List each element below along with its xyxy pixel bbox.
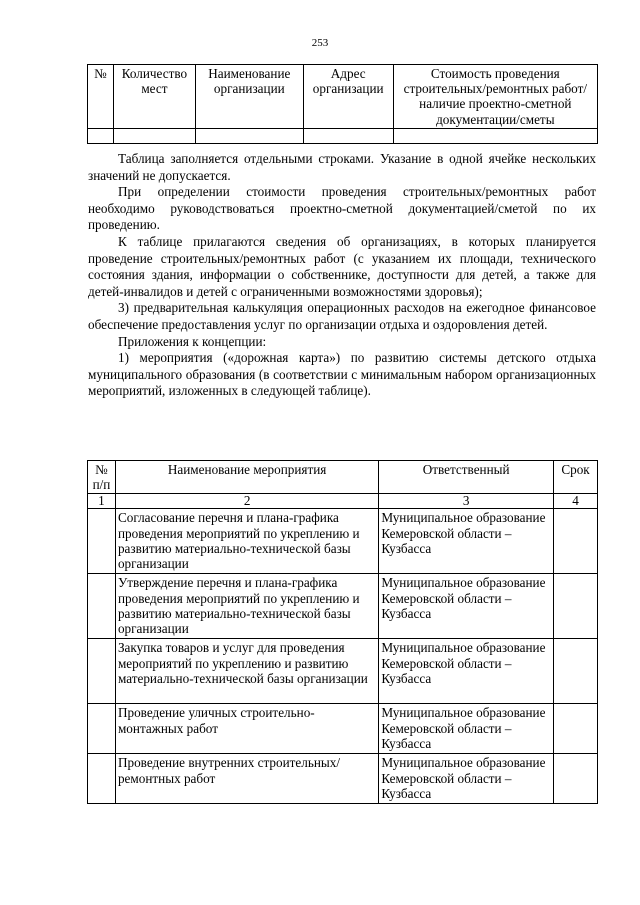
table-cell (195, 128, 303, 143)
responsible: Муниципальное образование Кемеровской области – Кузбасса (379, 704, 554, 754)
header-org-address: Адрес организации (303, 65, 393, 129)
term (554, 509, 598, 574)
responsible: Муниципальное образование Кемеровской области – Кузбасса (379, 574, 554, 639)
header-responsible: Ответственный (379, 461, 554, 494)
event-name: Согласование перечня и плана-графика проведения мероприятий по укреплению и развитию материально-технической базы организации (115, 509, 378, 574)
table-row (88, 128, 598, 143)
header-places: Количество мест (113, 65, 195, 129)
table-row (88, 509, 598, 574)
body-text (88, 151, 596, 400)
event-name: Проведение уличных строительно-монтажных работ (115, 704, 378, 754)
header-cost: Стоимость проведения строительных/ремонтных работ/наличие проектно-сметной документации/сметы (393, 65, 597, 129)
column-index: 3 (379, 494, 554, 509)
table-cell (113, 128, 195, 143)
column-index: 2 (115, 494, 378, 509)
header-event-name: Наименование мероприятия (115, 461, 378, 494)
event-name: Закупка товаров и услуг для проведения мероприятий по укреплению и развитию материально-технической базы организации (115, 639, 378, 704)
header-term: Срок (554, 461, 598, 494)
term (554, 639, 598, 704)
table-cell (303, 128, 393, 143)
page-number: 253 (311, 37, 329, 49)
event-name: Проведение внутренних строительных/ремонтных работ (115, 754, 378, 804)
row-number (88, 574, 116, 639)
table-cell (393, 128, 597, 143)
paragraph: Таблица заполняется отдельными строками. Указание в одной ячейке нескольких значений не допускается. (88, 151, 596, 183)
header-number: № п/п (88, 461, 116, 494)
table-row (88, 639, 598, 704)
column-index: 1 (88, 494, 116, 509)
paragraph: 3) предварительная калькуляция операционных расходов на ежегодное финансовое обеспечение предоставления услуг по организации отдыха и оздоровления детей. (88, 300, 596, 332)
paragraph: При определении стоимости проведения строительных/ремонтных работ необходимо руководствоваться проектно-сметной документацией/сметой по их проведению. (88, 184, 596, 233)
table-header-row (88, 461, 598, 494)
table-row (88, 574, 598, 639)
header-org-name: Наименование организации (195, 65, 303, 129)
table-row (88, 704, 598, 754)
column-index-row (88, 494, 598, 509)
term (554, 704, 598, 754)
row-number (88, 509, 116, 574)
table-row (88, 754, 598, 804)
event-name: Утверждение перечня и плана-графика проведения мероприятий по укреплению и развитию материально-технической базы организации (115, 574, 378, 639)
row-number (88, 639, 116, 704)
paragraph: К таблице прилагаются сведения об организациях, в которых планируется проведение строительных/ремонтных работ (с указанием их площади, технического состояния здания, информации о собственнике, доступности для детей, а также для детей-инвалидов и детей с ограниченными возможностями здоровья); (88, 233, 596, 299)
organizations-table (87, 64, 598, 144)
term (554, 754, 598, 804)
header-number: № (88, 65, 114, 129)
responsible: Муниципальное образование Кемеровской области – Кузбасса (379, 639, 554, 704)
column-index: 4 (554, 494, 598, 509)
responsible: Муниципальное образование Кемеровской области – Кузбасса (379, 509, 554, 574)
row-number (88, 754, 116, 804)
term (554, 574, 598, 639)
row-number (88, 704, 116, 754)
paragraph: Приложения к концепции: (118, 333, 267, 349)
roadmap-table (87, 460, 598, 804)
responsible: Муниципальное образование Кемеровской области – Кузбасса (379, 754, 554, 804)
table-header-row (88, 65, 598, 129)
table-cell (88, 128, 114, 143)
paragraph: 1) мероприятия («дорожная карта») по развитию системы детского отдыха муниципального образования (в соответствии с минимальным набором организационных мероприятий, изложенных в следующей таблице). (88, 350, 596, 399)
